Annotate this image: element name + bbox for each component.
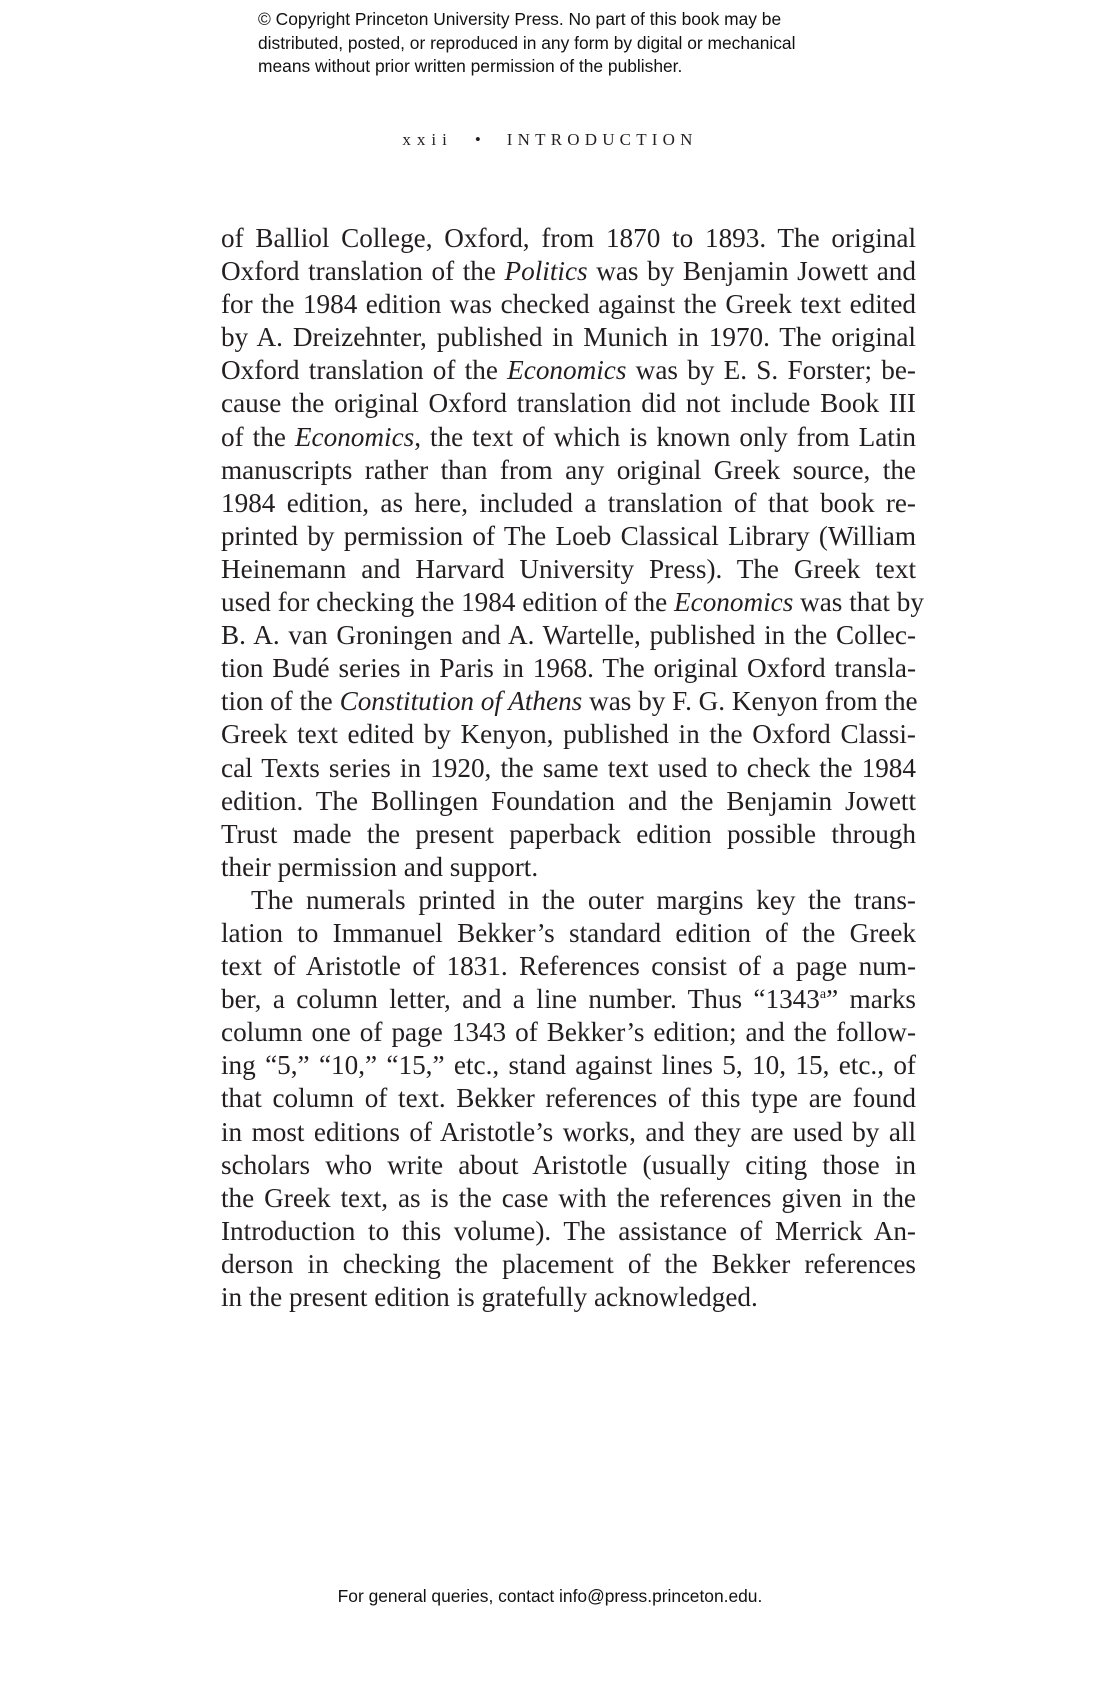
text-line: Greek text edited by Kenyon, published in the Oxford Classi- bbox=[221, 719, 916, 750]
superscript: a bbox=[819, 987, 827, 1003]
text-line: B. A. van Groningen and A. Wartelle, published in the Collec- bbox=[221, 620, 916, 651]
book-title: Economics bbox=[674, 587, 794, 618]
text-line: of the Economics, the text of which is known only from Latin bbox=[221, 421, 916, 452]
text-line: 1984 edition, as here, included a translation of that book re- bbox=[221, 487, 916, 518]
footer-contact bbox=[0, 1586, 1100, 1607]
text-line: in most editions of Aristotle’s works, and they are used by all bbox=[221, 1116, 916, 1147]
running-head-separator: • bbox=[474, 130, 481, 149]
text-line: the Greek text, as is the case with the references given in the bbox=[221, 1182, 916, 1213]
paragraph bbox=[221, 884, 916, 1314]
text-line: column one of page 1343 of Bekker’s edition; and the follow- bbox=[221, 1017, 916, 1048]
text-line: in the present edition is gratefully acknowledged. bbox=[221, 1282, 758, 1312]
text-line: ing “5,” “10,” “15,” etc., stand against lines 5, 10, 15, etc., of bbox=[221, 1050, 916, 1081]
text-line: ber, a column letter, and a line number. Thus “1343$^a$” marks bbox=[221, 984, 916, 1015]
text-line: scholars who write about Aristotle (usually citing those in bbox=[221, 1149, 916, 1180]
copyright-line: © Copyright Princeton University Press. No part of this book may be bbox=[258, 9, 782, 29]
text-line: text of Aristotle of 1831. References consist of a page num- bbox=[221, 951, 916, 982]
text-line: of Balliol College, Oxford, from 1870 to 1893. The original bbox=[221, 223, 916, 253]
text-line: tion of the Constitution of Athens was by F. G. Kenyon from the bbox=[221, 686, 918, 717]
text-line: Heinemann and Harvard University Press). The Greek text bbox=[221, 553, 916, 584]
text-line: manuscripts rather than from any original Greek source, the bbox=[221, 454, 916, 485]
book-title: Constitution of Athens bbox=[339, 686, 583, 717]
copyright-line: means without prior written permission of the publisher. bbox=[258, 56, 683, 76]
text-line: Oxford translation of the Politics was by Benjamin Jowett and bbox=[221, 256, 916, 287]
text-line: lation to Immanuel Bekker’s standard edition of the Greek bbox=[221, 917, 916, 948]
book-title: Politics bbox=[504, 256, 588, 287]
paragraph bbox=[221, 222, 924, 884]
text-line: derson in checking the placement of the Bekker references bbox=[221, 1248, 916, 1279]
body-text bbox=[221, 222, 924, 1314]
copyright-notice bbox=[258, 8, 898, 79]
text-line: Trust made the present paperback edition possible through bbox=[221, 818, 916, 849]
text-line: cal Texts series in 1920, the same text used to check the 1984 bbox=[221, 752, 916, 783]
text-line: Oxford translation of the Economics was by E. S. Forster; be- bbox=[221, 355, 916, 386]
text-line: cause the original Oxford translation did not include Book III bbox=[221, 388, 916, 419]
copyright-line: distributed, posted, or reproduced in any form by digital or mechanical bbox=[258, 32, 796, 53]
text-line: The numerals printed in the outer margins key the trans- bbox=[251, 884, 916, 915]
text-line: for the 1984 edition was checked against the Greek text edited bbox=[221, 289, 916, 320]
text-line: used for checking the 1984 edition of the Economics was that by bbox=[221, 587, 924, 618]
footer-text: For general queries, contact info@press.princeton.edu. bbox=[337, 1586, 763, 1606]
running-head bbox=[0, 130, 1100, 150]
page-number: xxii bbox=[402, 130, 453, 149]
text-line: edition. The Bollingen Foundation and the Benjamin Jowett bbox=[221, 785, 916, 816]
text-line: tion Budé series in Paris in 1968. The original Oxford transla- bbox=[221, 653, 916, 684]
text-line: that column of text. Bekker references of this type are found bbox=[221, 1083, 916, 1114]
section-title: INTRODUCTION bbox=[506, 130, 698, 149]
text-line: printed by permission of The Loeb Classical Library (William bbox=[221, 520, 916, 551]
text-line: their permission and support. bbox=[221, 851, 539, 882]
book-title: Economics bbox=[507, 355, 627, 386]
book-title: Economics bbox=[294, 421, 415, 452]
text-line: by A. Dreizehnter, published in Munich in 1970. The original bbox=[221, 322, 916, 353]
text-line: Introduction to this volume). The assistance of Merrick An- bbox=[221, 1215, 916, 1246]
